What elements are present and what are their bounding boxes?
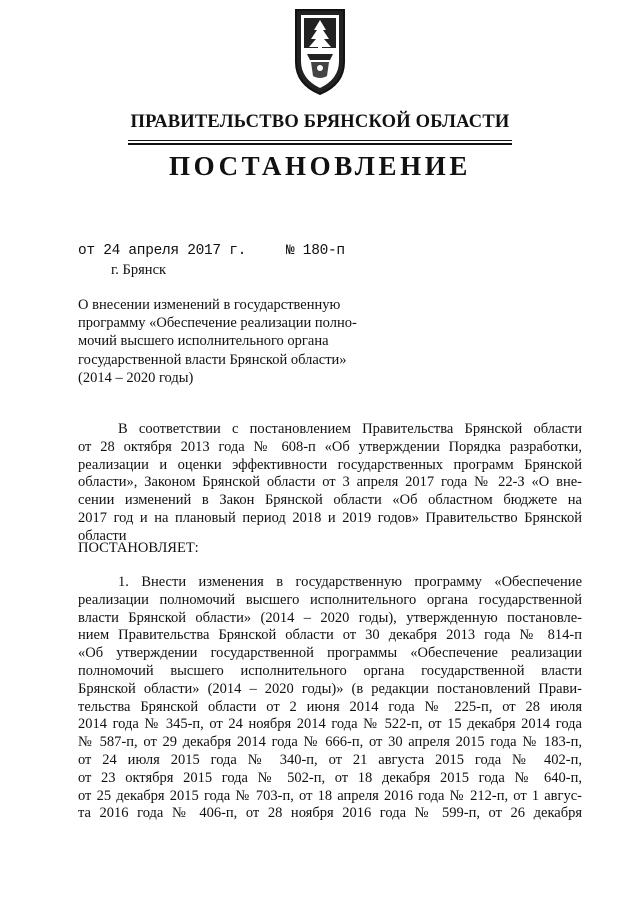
subject-line: мочий высшего исполнительного органа	[78, 333, 329, 350]
clause-1-paragraph	[78, 574, 582, 823]
organization-name: ПРАВИТЕЛЬСТВО БРЯНСКОЙ ОБЛАСТИ	[130, 112, 510, 132]
clause-line: № 587-п, от 29 декабря 2014 года № 666-п, от 30 апреля 2015 года № 183-п,	[78, 734, 582, 751]
preamble-line: реализации и оценки эффективности государственных программ Брянской	[78, 456, 582, 473]
clause-line: 2014 года № 345-п, от 24 ноября 2014 года № 522-п, от 15 декабря 2014 года	[78, 716, 582, 733]
preamble-line: от 28 октября 2013 года № 608-п «Об утверждении Порядка разработки,	[78, 438, 582, 455]
clause-line: от 25 декабря 2015 года № 703-п, от 18 апреля 2016 года № 212-п, от 1 авгус-	[78, 787, 582, 804]
preamble-paragraph	[78, 421, 582, 546]
document-city: г. Брянск	[111, 262, 167, 278]
clause-line: «Об утверждении государственной программы «Обеспечение реализации	[78, 645, 582, 662]
coat-of-arms-icon	[292, 6, 348, 98]
document-type-title: ПОСТАНОВЛЕНИЕ	[169, 151, 471, 181]
preamble-line: В соответствии с постановлением Правительства Брянской области	[118, 421, 582, 437]
document-date: от 24 апреля 2017 г.	[78, 243, 247, 259]
resolves-heading: ПОСТАНОВЛЯЕТ:	[78, 540, 199, 556]
header-divider-thick	[128, 143, 512, 145]
subject-line: О внесении изменений в государственную	[78, 297, 341, 313]
clause-line: реализации полномочий высшего исполнительного органа государственной	[78, 591, 582, 608]
clause-line: Брянской области» (2014 – 2020 годы)» (в редакции постановлений Прави-	[78, 680, 582, 697]
clause-line: от 23 октября 2015 года № 502-п, от 18 декабря 2015 года № 640-п,	[78, 769, 582, 786]
clause-line: 1. Внести изменения в государственную программу «Обеспечение	[118, 574, 582, 590]
preamble-line: сении изменений в Закон Брянской области «Об областном бюджете на	[78, 492, 582, 509]
document-subject	[78, 296, 378, 387]
header-divider-thin	[128, 140, 512, 141]
document-number: № 180-п	[286, 243, 345, 259]
preamble-line: 2017 год и на плановый период 2018 и 2019 годов» Правительство Брянской	[78, 509, 582, 526]
clause-line: власти Брянской области» (2014 – 2020 годы), утвержденную постановле-	[78, 609, 582, 626]
subject-line: программу «Обеспечение реализации полно-	[78, 315, 357, 332]
clause-line: та 2016 года № 406-п, от 28 ноября 2016 года № 599-п, от 26 декабря	[78, 805, 582, 822]
subject-line: (2014 – 2020 годы)	[78, 369, 194, 386]
clause-line: тельства Брянской области от 2 июня 2014 года № 225-п, от 28 июля	[78, 698, 582, 715]
preamble-line: области», Законом Брянской области от 3 апреля 2017 года № 22-З «О вне-	[78, 474, 582, 491]
clause-line: нием Правительства Брянской области от 30 декабря 2013 года № 814-п	[78, 627, 582, 644]
subject-line: государственной власти Брянской области»	[78, 351, 347, 368]
preamble-line: области	[78, 527, 127, 544]
clause-line: от 24 июля 2015 года № 340-п, от 21 августа 2015 года № 402-п,	[78, 751, 582, 768]
clause-line: полномочий высшего исполнительного органа государственной власти	[78, 662, 582, 679]
